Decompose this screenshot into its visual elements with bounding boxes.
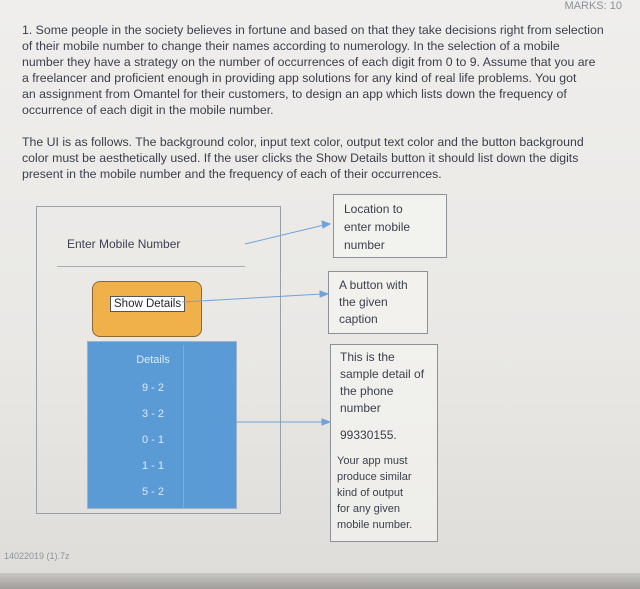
annotation-line: produce similar: [337, 471, 412, 483]
arrow-head: [320, 291, 328, 297]
arrow-to-input: [245, 225, 324, 244]
annotation-line: number: [340, 401, 381, 415]
question-line: an assignment from Omantel for their customers, to design an app which lists down the frequency of: [22, 87, 567, 101]
details-header: Details: [136, 354, 170, 366]
marks-label: MARKS: 10: [564, 0, 622, 12]
annotation-line: the given: [339, 295, 388, 309]
show-details-button-label: Show Details: [110, 296, 185, 312]
details-row: 1 - 1: [141, 460, 164, 472]
arrow-head: [322, 221, 330, 228]
annotation-line: the phone: [340, 384, 394, 398]
annotation-line: This is the: [340, 350, 395, 364]
arrow-to-button: [182, 294, 322, 302]
details-row: 5 - 2: [141, 486, 164, 498]
question-line: number they have a strategy on the number of occurrences of each digit from 0 to 9. Assume that you are: [22, 55, 596, 69]
annotation-line: caption: [339, 312, 378, 326]
details-row: 0 - 1: [141, 434, 164, 446]
annotation-line: A button with: [339, 278, 408, 292]
question-line: of their mobile number to change their names according to numerology. In the selection of a mobile: [22, 39, 560, 53]
details-row: 9 - 2: [141, 382, 164, 394]
ui-description-line: present in the mobile number and the frequency of each of their occurrences.: [22, 167, 442, 181]
mobile-number-label: Enter Mobile Number: [67, 237, 181, 251]
question-line: 1. Some people in the society believes in fortune and based on that they take decisions right from selection: [22, 23, 604, 37]
annotation-line: sample detail of: [340, 367, 425, 381]
details-row: 3 - 2: [141, 408, 164, 420]
question-line: occurrence of each digit in the mobile number.: [22, 103, 274, 117]
annotation-line: for any given: [337, 503, 400, 515]
annotation-line: Your app must: [337, 455, 408, 467]
sample-phone-number: 99330155.: [340, 428, 397, 442]
arrow-head: [322, 419, 330, 425]
annotation-line: Location to: [344, 202, 403, 216]
annotation-line: enter mobile: [344, 220, 411, 234]
ui-description-line: The UI is as follows. The background color, input text color, output text color and the button background: [22, 135, 584, 149]
question-line: a freelancer and proficient enough in providing app solutions for any kind of real life problems. You got: [22, 71, 577, 85]
annotation-line: mobile number.: [337, 519, 413, 531]
bottom-band: [0, 573, 640, 589]
annotation-line: kind of output: [337, 487, 404, 499]
annotation-line: number: [344, 238, 385, 252]
ui-description-line: color must be aesthetically used. If the user clicks the Show Details button it should list down the digits: [22, 151, 579, 165]
footer-filename: 14022019 (1).7z: [4, 551, 70, 561]
